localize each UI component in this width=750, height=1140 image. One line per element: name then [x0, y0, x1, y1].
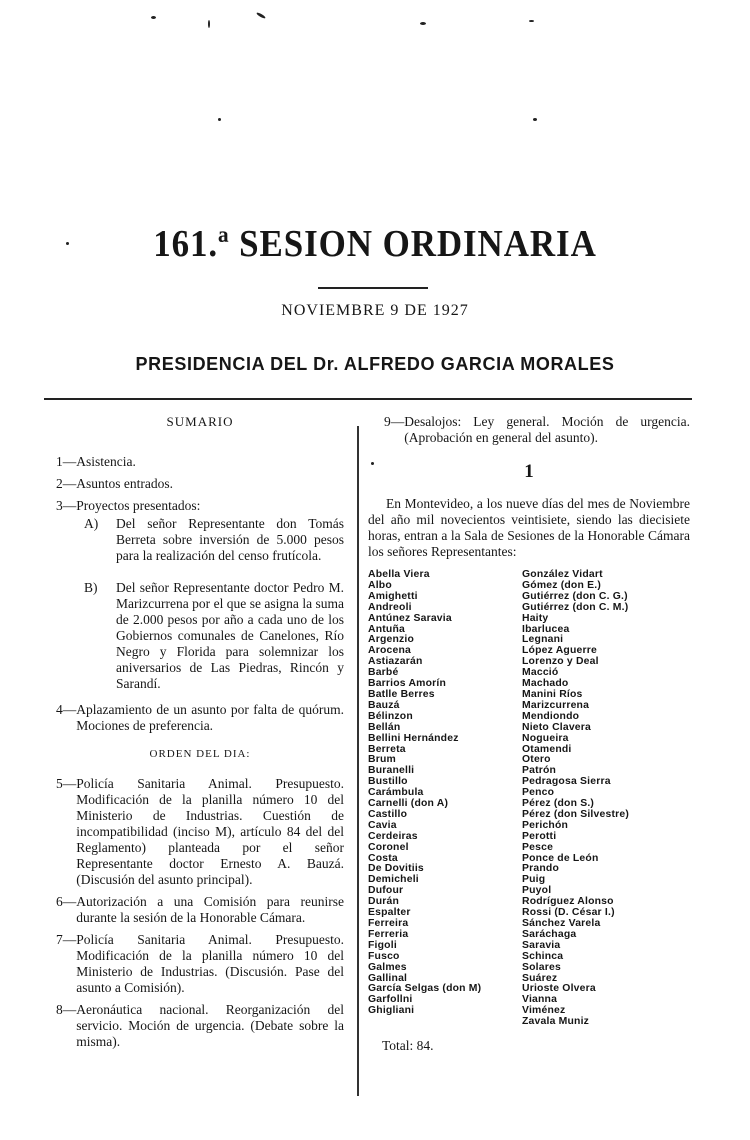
item-number: 3— — [56, 498, 77, 513]
presidency-heading: PRESIDENCIA DEL Dr. ALFREDO GARCIA MORALES — [135, 354, 615, 374]
scan-speck — [533, 118, 537, 121]
sumario-title: SUMARIO — [166, 414, 234, 429]
representative-name: Antúnez Saravia — [368, 612, 452, 624]
representative-name: Garfollni — [368, 994, 413, 1006]
subitem-label: A) — [84, 516, 99, 531]
representatives-column-1 — [368, 570, 518, 1028]
representative-name: Mendiondo — [522, 710, 580, 722]
representative-name: Marizcurrena — [522, 699, 590, 711]
representative-name: Legnani — [522, 634, 564, 646]
scan-speck — [151, 16, 156, 19]
representative-name: Perichón — [522, 819, 569, 831]
item-number: 9— — [384, 414, 405, 429]
title-divider — [318, 287, 428, 289]
representative-name: Perotti — [522, 830, 557, 842]
representative-name: Solares — [522, 961, 561, 973]
representative-name: Dufour — [368, 885, 404, 897]
scan-speck — [256, 12, 266, 20]
orden-item — [56, 932, 344, 996]
orden-item — [368, 414, 690, 446]
scan-speck — [218, 118, 221, 121]
representative-name: Bellán — [368, 721, 401, 733]
item-text: Asistencia. — [76, 454, 136, 469]
representative-name: Antuña — [368, 623, 405, 635]
representative-name: Gutiérrez (don C. G.) — [522, 590, 628, 602]
representative-name: Arocena — [368, 645, 411, 657]
representative-name: Bustillo — [368, 776, 408, 788]
representative-name: Penco — [522, 787, 555, 799]
representative-name: Gutiérrez (don C. M.) — [522, 601, 629, 613]
item-number: 7— — [56, 932, 77, 947]
representative-name: Lorenzo y Deal — [522, 656, 599, 668]
item-text: Policía Sanitaria Animal. Presupuesto. Modificación de la planilla número 10 del Ministerio de Industrias. (Discusión. Pase del asunto a Comisión). — [76, 932, 344, 995]
representative-name: De Dovitiis — [368, 863, 424, 875]
representative-name: Barrios Amorín — [368, 678, 447, 690]
representative-name: García Selgas (don M) — [368, 983, 482, 995]
item-text: Aeronáutica nacional. Reorganización del servicio. Moción de urgencia. (Debate sobre la misma). — [76, 1002, 344, 1049]
representative-name: Pesce — [522, 841, 554, 853]
sumario-item — [56, 454, 344, 470]
representative-name: Puig — [522, 874, 546, 886]
scan-speck — [420, 22, 426, 25]
subitem-label: B) — [84, 580, 98, 595]
representative-name: Vianna — [522, 994, 558, 1006]
item-number: 4— — [56, 702, 77, 717]
attendance-total: Total: 84. — [382, 1038, 434, 1054]
sumario-subitem-a — [56, 516, 344, 564]
item-number: 1— — [56, 454, 77, 469]
representative-name: Macció — [522, 667, 559, 679]
representative-name: Saravia — [522, 939, 561, 951]
proceedings-column — [368, 414, 690, 1054]
representative-name: Abella Viera — [368, 569, 430, 580]
representative-name: Batlle Berres — [368, 688, 435, 700]
representative-name: Coronel — [368, 841, 409, 853]
representative-name: Otero — [522, 754, 551, 766]
representative-name: Pérez (don S.) — [522, 798, 595, 810]
representatives-column-2 — [518, 570, 690, 1028]
sumario-item — [56, 476, 344, 492]
representative-name: Otamendi — [522, 743, 572, 755]
representative-name: Cerdeiras — [368, 830, 418, 842]
item-text: Desalojos: Ley general. Moción de urgencia. (Aprobación en general del asunto). — [404, 414, 690, 445]
representative-name: Buranelli — [368, 765, 415, 777]
item-text: Asuntos entrados. — [76, 476, 173, 491]
representative-name: Ibarlucea — [522, 623, 570, 635]
representative-name: Ponce de León — [522, 852, 599, 864]
representative-name: Gallinal — [368, 972, 408, 984]
item-number: 2— — [56, 476, 77, 491]
representative-name: González Vidart — [522, 569, 603, 580]
sumario-column — [56, 414, 344, 1056]
representative-name: Zavala Muniz — [522, 1016, 590, 1028]
section-number: 1 — [524, 461, 534, 482]
representative-name: Manini Ríos — [522, 688, 583, 700]
representative-name: Ferreira — [368, 918, 409, 929]
representative-name: Nieto Clavera — [522, 721, 592, 733]
orden-item — [56, 894, 344, 926]
representatives-list — [368, 570, 690, 1028]
orden-item — [56, 1002, 344, 1050]
item-text: Proyectos presentados: — [76, 498, 201, 513]
representative-name: Gómez (don E.) — [522, 579, 601, 591]
representative-name: Berreta — [368, 743, 406, 755]
sumario-subitem-b — [56, 580, 344, 692]
representative-name: Fusco — [368, 950, 400, 962]
representative-name: Bauzá — [368, 699, 400, 711]
representative-name: Bélinzon — [368, 710, 413, 722]
representative-name: Figoli — [368, 939, 397, 951]
sumario-item — [56, 702, 344, 734]
representative-name: Viménez — [522, 1005, 566, 1017]
session-date: NOVIEMBRE 9 DE 1927 — [281, 302, 469, 319]
representative-name: Puyol — [522, 885, 552, 897]
representative-name: Cavia — [368, 819, 397, 831]
session-title: 161.ª SESION ORDINARIA — [153, 223, 597, 265]
representative-name: Carnelli (don A) — [368, 798, 449, 810]
representative-name: Rodríguez Alonso — [522, 896, 614, 908]
column-divider — [357, 426, 359, 1096]
scan-speck — [529, 20, 534, 22]
representative-name: Barbé — [368, 667, 399, 679]
header-divider — [44, 398, 692, 400]
representative-name: Pérez (don Silvestre) — [522, 808, 629, 820]
item-number: 8— — [56, 1002, 77, 1017]
representative-name: Prando — [522, 863, 559, 875]
representative-name: Albo — [368, 579, 392, 591]
representative-name: Saráchaga — [522, 928, 577, 940]
scan-speck — [208, 20, 210, 28]
representative-name: Haity — [522, 612, 549, 624]
representative-name: Carámbula — [368, 787, 424, 799]
sumario-item — [56, 498, 344, 514]
item-text: Aplazamiento de un asunto por falta de quórum. Mociones de preferencia. — [76, 702, 344, 733]
item-text: Policía Sanitaria Animal. Presupuesto. Modificación de la planilla número 10 del Ministerio de Industrias. Cuestión de incompatibilidad (inciso M), artículo 84 del del Reglamento) planteada por el señor Representante doctor Ernesto A. Bauzá. (Discusión del asunto principal). — [76, 776, 344, 887]
item-number: 5— — [56, 776, 77, 791]
representative-name: Durán — [368, 896, 400, 908]
representative-name: Argenzio — [368, 634, 415, 646]
representative-name: Galmes — [368, 961, 407, 973]
representative-name: Machado — [522, 678, 569, 690]
representative-name: Costa — [368, 852, 398, 864]
orden-item — [56, 776, 344, 888]
orden-del-dia-title: ORDEN DEL DIA: — [149, 748, 251, 760]
representative-name: Nogueira — [522, 732, 569, 744]
representative-name: Suárez — [522, 972, 558, 984]
subitem-text: Del señor Representante don Tomás Berreta sobre inversión de 5.000 pesos para la realización del censo frutícola. — [116, 516, 344, 563]
representative-name: Brum — [368, 754, 396, 766]
representative-name: Castillo — [368, 808, 408, 820]
representative-name: Ghigliani — [368, 1005, 415, 1017]
representative-name: Schinca — [522, 950, 564, 962]
representative-name: López Aguerre — [522, 645, 597, 657]
representative-name: Amighetti — [368, 590, 418, 602]
representative-name: Espalter — [368, 907, 411, 919]
representative-name: Andreoli — [368, 601, 412, 613]
representative-name: Demicheli — [368, 874, 419, 886]
representative-name: Astiazarán — [368, 656, 423, 668]
representative-name: Ferreria — [368, 928, 409, 940]
representative-name: Bellini Hernández — [368, 732, 459, 744]
representative-name: Urioste Olvera — [522, 983, 596, 995]
subitem-text: Del señor Representante doctor Pedro M. Marizcurrena por el que se asigna la suma de 2.000 pesos por año a cada uno de los Gobiernos comunales de Canelones, Río Negro y Florida para solemnizar los aniversarios de Las Piedras, Rincón y Sarandí. — [116, 580, 344, 691]
representative-name: Pedragosa Sierra — [522, 776, 611, 788]
item-text: Autorización a una Comisión para reunirse durante la sesión de la Honorable Cámara. — [76, 894, 344, 925]
section-intro: En Montevideo, a los nueve días del mes de Noviembre del año mil novecientos veintisiete, siendo las diecisiete horas, entran a la Sala de Sesiones de la Honorable Cámara los señores Representantes: — [368, 496, 690, 559]
item-number: 6— — [56, 894, 77, 909]
representative-name: Rossi (D. César I.) — [522, 907, 615, 919]
representative-name: Sánchez Varela — [522, 918, 601, 929]
representative-name: Patrón — [522, 765, 557, 777]
